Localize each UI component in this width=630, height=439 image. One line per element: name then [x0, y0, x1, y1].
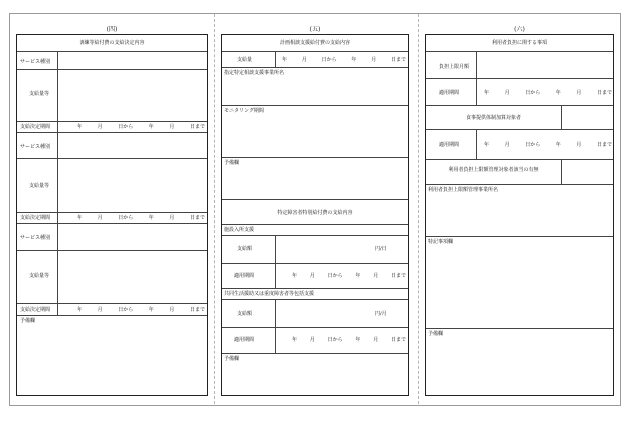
panel3-mgmt-office: 利用者負担上限額管理事業所名: [428, 187, 499, 193]
fold-line-left: [214, 14, 215, 404]
panel1-remarks: 予備欄: [20, 318, 36, 324]
date-part: 年: [355, 337, 361, 343]
date-part: 日から: [118, 124, 134, 130]
date-part: 年: [148, 307, 154, 313]
panel2-group-home: 共同生活援助又は重度障害者等包括支援: [224, 291, 315, 297]
date-part: 日まで: [189, 124, 205, 130]
panel1-service-type-3: サービス種別: [20, 235, 51, 241]
date-part: 年: [555, 90, 561, 96]
panel3-meal: 食事提供体制加算対象者: [465, 115, 521, 121]
panel2-date-range-2: [292, 337, 406, 343]
date-part: 月: [504, 142, 510, 148]
panel2-pay-1: 支給額: [237, 246, 253, 252]
panel-plan-consultation: [221, 34, 409, 396]
date-part: 日まで: [390, 57, 406, 63]
panel1-amount-1: 支給量等: [29, 91, 50, 97]
date-part: 日まで: [390, 273, 406, 279]
date-part: 年: [292, 337, 298, 343]
date-part: 日から: [321, 57, 337, 63]
panel2-special-title: 特定障害者特別給付費の支給内容: [277, 210, 353, 216]
date-part: 月: [309, 273, 315, 279]
date-part: 日から: [525, 90, 541, 96]
date-part: 日まで: [596, 142, 612, 148]
date-part: 年: [77, 124, 83, 130]
date-part: 月: [97, 215, 103, 221]
panel2-period-2: 適用期間: [234, 337, 255, 343]
date-part: 月: [97, 307, 103, 313]
panel3-special-notes: 特記事項欄: [428, 239, 454, 245]
date-part: 年: [484, 142, 490, 148]
panel3-title: 利用者負担に関する事項: [491, 40, 547, 46]
panel2-period-1: 適用期間: [234, 273, 255, 279]
date-part: 年: [292, 273, 298, 279]
panel2-title: 計画相談支援給付費の支給内容: [279, 40, 350, 46]
date-part: 月: [576, 90, 582, 96]
date-part: 年: [77, 215, 83, 221]
date-part: 年: [555, 142, 561, 148]
panel1-date-range-2: [77, 215, 205, 221]
panel3-mgmt-target: 利用者負担上限額管理対象者該当の有無: [448, 167, 539, 173]
panel1-period-2: 支給決定期間: [20, 215, 51, 221]
date-part: 月: [97, 124, 103, 130]
date-part: 月: [169, 215, 175, 221]
panel1-service-type-2: サービス種別: [20, 144, 51, 150]
panel1-period-1: 支給決定期間: [20, 124, 51, 130]
date-part: 月: [373, 337, 379, 343]
panel2-yen-per-day: 円/日: [375, 246, 387, 252]
date-part: 月: [309, 337, 315, 343]
date-part: 月: [504, 90, 510, 96]
panel2-office: 指定特定相談支援事業所名: [224, 70, 285, 76]
panel-user-burden: [425, 34, 614, 396]
panel2-remarks-1: 予備欄: [224, 160, 240, 166]
date-part: 日まで: [390, 337, 406, 343]
panel1-date-range-1: [77, 124, 205, 130]
date-part: 年: [355, 273, 361, 279]
panel1-amount-2: 支給量等: [29, 183, 50, 189]
panel1-amount-3: 支給量等: [29, 273, 50, 279]
date-part: 日から: [525, 142, 541, 148]
date-part: 日まで: [189, 307, 205, 313]
panel2-pay-2: 支給額: [237, 311, 253, 317]
panel2-facility: 施設入所支援: [224, 227, 255, 233]
section-label-6: (六): [514, 26, 525, 33]
panel3-period-2: 適用期間: [439, 142, 460, 148]
panel3-date-range-2: [484, 142, 612, 148]
panel1-date-range-3: [77, 307, 205, 313]
date-part: 日から: [327, 337, 343, 343]
date-part: 日から: [327, 273, 343, 279]
section-label-5: (五): [309, 26, 321, 33]
date-part: 年: [148, 124, 154, 130]
date-part: 日から: [118, 215, 134, 221]
panel1-period-3: 支給決定期間: [20, 307, 51, 313]
date-part: 年: [77, 307, 83, 313]
panel2-date-range-amount: [282, 57, 406, 63]
date-part: 年: [282, 57, 288, 63]
date-part: 日まで: [596, 90, 612, 96]
date-part: 月: [576, 142, 582, 148]
panel-training-benefits: [16, 34, 208, 396]
panel3-limit: 負担上限月額: [439, 64, 470, 70]
date-part: 月: [373, 273, 379, 279]
date-part: 月: [371, 57, 377, 63]
date-part: 日まで: [189, 215, 205, 221]
panel2-date-range-1: [292, 273, 406, 279]
panel2-remarks-2: 予備欄: [224, 356, 240, 362]
date-part: 日から: [118, 307, 134, 313]
date-part: 年: [484, 90, 490, 96]
fold-line-right: [418, 14, 419, 404]
panel1-service-type-1: サービス種別: [20, 59, 51, 65]
panel3-date-range-1: [484, 90, 612, 96]
panel2-monitoring: モニタリング期間: [224, 108, 264, 114]
panel2-amount: 支給量: [237, 57, 253, 63]
date-part: 月: [169, 307, 175, 313]
panel3-period-1: 適用期間: [439, 90, 460, 96]
date-part: 年: [148, 215, 154, 221]
section-label-4: (四): [106, 26, 118, 33]
date-part: 年: [351, 57, 357, 63]
panel2-yen-per-month: 円/月: [375, 311, 387, 317]
date-part: 月: [169, 124, 175, 130]
panel1-title: 訓練等給付費の支給決定内容: [79, 40, 145, 46]
panel3-remarks: 予備欄: [428, 331, 444, 337]
date-part: 月: [301, 57, 307, 63]
